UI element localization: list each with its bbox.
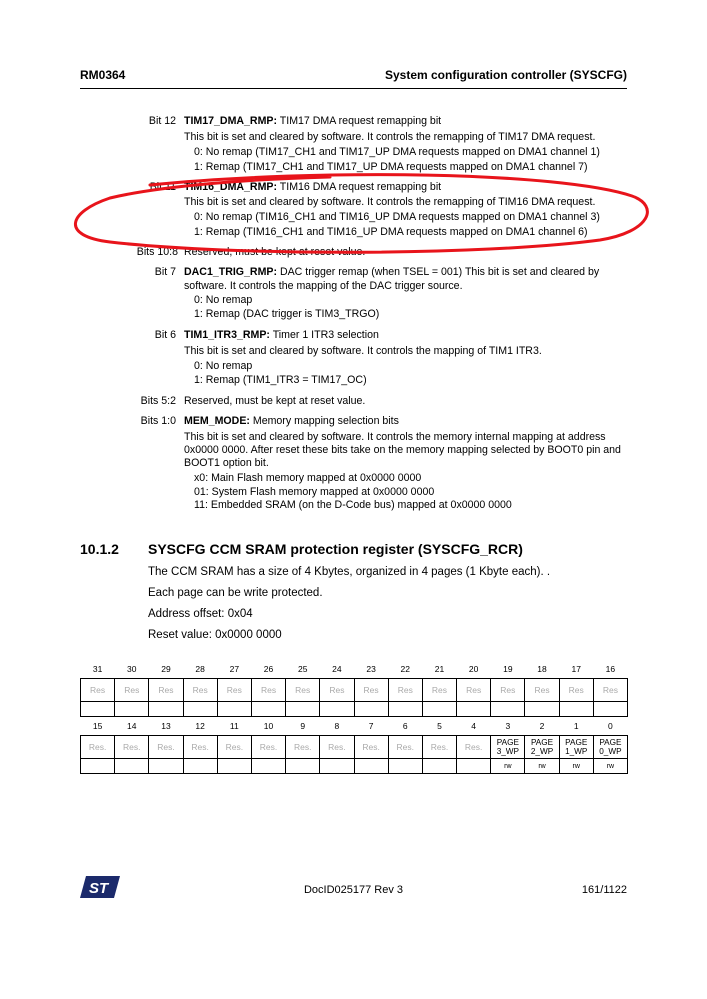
bit-option: 0: No remap bbox=[194, 360, 253, 372]
bit-number: 4 bbox=[471, 721, 477, 731]
reserved-cell: Res bbox=[251, 679, 285, 702]
bit-description: This bit is set and cleared by software. It controls the mapping of TIM1 ITR3. bbox=[184, 345, 542, 357]
access-cell bbox=[422, 759, 456, 774]
register-bit-table bbox=[80, 660, 628, 774]
bit-number: 10 bbox=[263, 721, 274, 731]
bit-number: 22 bbox=[400, 664, 411, 674]
access-cell bbox=[115, 759, 149, 774]
bit-option: 0: No remap (TIM16_CH1 and TIM16_UP DMA requests mapped on DMA1 channel 3) bbox=[194, 211, 600, 223]
bit-option: 1: Remap (TIM16_CH1 and TIM16_UP DMA requests mapped on DMA1 channel 6) bbox=[194, 226, 588, 238]
address-offset: Address offset: 0x04 bbox=[148, 608, 253, 620]
bit-option: 0: No remap (TIM17_CH1 and TIM17_UP DMA requests mapped on DMA1 channel 1) bbox=[194, 146, 600, 158]
reserved-cell: Res bbox=[183, 679, 217, 702]
access-cell bbox=[217, 759, 251, 774]
reserved-cell: Res bbox=[593, 679, 627, 702]
access-cell bbox=[457, 759, 491, 774]
bit-number: 7 bbox=[368, 721, 374, 731]
bit-number: 17 bbox=[571, 664, 581, 674]
bit-name: MEM_MODE: bbox=[184, 415, 250, 427]
bit-name: TIM17_DMA_RMP: bbox=[184, 115, 278, 127]
bit-number: 18 bbox=[537, 664, 547, 674]
access-row bbox=[81, 702, 628, 717]
bit-heading bbox=[184, 266, 599, 279]
reset-value: Reset value: 0x0000 0000 bbox=[148, 629, 282, 641]
bit-number: 3 bbox=[505, 721, 511, 731]
page2-wp-field: PAGE 2_WP bbox=[525, 736, 559, 759]
bit-option: 1: Remap (DAC trigger is TIM3_TRGO) bbox=[194, 308, 380, 320]
reserved-cell: Res. bbox=[457, 736, 491, 759]
page0-wp-field: PAGE 0_WP bbox=[593, 736, 627, 759]
bit-label: Bit 11 bbox=[149, 181, 176, 193]
access-cell bbox=[149, 759, 183, 774]
section-paragraph: The CCM SRAM has a size of 4 Kbytes, organized in 4 pages (1 Kbyte each). . bbox=[148, 566, 551, 578]
access-row bbox=[81, 759, 628, 774]
access-cell bbox=[320, 759, 354, 774]
bit-label: Bit 7 bbox=[154, 266, 176, 278]
bit-number: 23 bbox=[366, 664, 376, 674]
reserved-cell: Res bbox=[149, 679, 183, 702]
bit-reserved-text: Reserved, must be kept at reset value. bbox=[184, 395, 366, 407]
bit-name-row bbox=[81, 736, 628, 759]
bit-number: 14 bbox=[127, 721, 137, 731]
reserved-cell: Res bbox=[81, 679, 115, 702]
reserved-cell: Res bbox=[491, 679, 525, 702]
section-number: 10.1.2 bbox=[80, 541, 119, 557]
bit-number: 6 bbox=[402, 721, 408, 731]
reserved-cell: Res bbox=[559, 679, 593, 702]
access-cell: rw bbox=[559, 759, 593, 774]
reserved-cell: Res. bbox=[217, 736, 251, 759]
doc-reference: DocID025177 Rev 3 bbox=[303, 884, 404, 896]
bit-option: 0: No remap bbox=[194, 294, 253, 306]
reserved-cell: Res bbox=[286, 679, 320, 702]
reserved-cell: Res bbox=[457, 679, 491, 702]
bit-option: 01: System Flash memory mapped at 0x0000 0000 bbox=[194, 486, 435, 498]
bit-option: 1: Remap (TIM1_ITR3 = TIM17_OC) bbox=[194, 374, 367, 386]
bit-description: This bit is set and cleared by software. It controls the memory internal mapping at address bbox=[184, 431, 606, 443]
bit-number: 13 bbox=[161, 721, 171, 731]
reserved-cell: Res bbox=[525, 679, 559, 702]
bit-name: TIM16_DMA_RMP: bbox=[184, 181, 278, 193]
access-cell bbox=[251, 759, 285, 774]
bit-label: Bits 10:8 bbox=[136, 246, 178, 258]
bit-name: DAC1_TRIG_RMP: bbox=[184, 266, 278, 278]
bit-number: 21 bbox=[434, 664, 445, 674]
bit-name: TIM1_ITR3_RMP: bbox=[184, 329, 270, 341]
bit-description: 0x0000 0000. After reset these bits take on the memory mapping selected by BOOT0 pin and bbox=[184, 444, 621, 456]
bit-reserved-text: Reserved, must be kept at reset value. bbox=[184, 246, 366, 258]
bit-option: x0: Main Flash memory mapped at 0x0000 0000 bbox=[194, 472, 422, 484]
reserved-cell: Res bbox=[354, 679, 388, 702]
bit-summary: Timer 1 ITR3 selection bbox=[272, 329, 379, 341]
reserved-cell: Res. bbox=[115, 736, 149, 759]
bit-label: Bit 12 bbox=[148, 115, 176, 127]
bit-name-row bbox=[81, 679, 628, 702]
bit-number: 31 bbox=[92, 664, 103, 674]
bit-number: 8 bbox=[334, 721, 340, 731]
page1-wp-field: PAGE 1_WP bbox=[559, 736, 593, 759]
bit-number: 5 bbox=[437, 721, 442, 731]
reserved-cell: Res. bbox=[149, 736, 183, 759]
bit-description: software. It controls the mapping of the DAC trigger source. bbox=[184, 280, 463, 292]
doc-id: RM0364 bbox=[80, 68, 126, 82]
section-title: SYSCFG CCM SRAM protection register (SYSCFG_RCR) bbox=[148, 541, 523, 557]
bit-heading bbox=[184, 415, 399, 428]
bit-number: 26 bbox=[263, 664, 274, 674]
bit-description: This bit is set and cleared by software. It controls the remapping of TIM17 DMA request. bbox=[184, 131, 596, 143]
bit-option: 1: Remap (TIM17_CH1 and TIM17_UP DMA requests mapped on DMA1 channel 7) bbox=[194, 161, 588, 173]
reserved-cell: Res. bbox=[388, 736, 422, 759]
bit-summary: Memory mapping selection bits bbox=[252, 415, 399, 427]
bit-number: 2 bbox=[539, 721, 545, 731]
bit-number: 24 bbox=[332, 664, 342, 674]
access-cell bbox=[388, 759, 422, 774]
bit-heading bbox=[184, 181, 441, 194]
bit-number: 30 bbox=[127, 664, 137, 674]
access-cell: rw bbox=[491, 759, 525, 774]
reserved-cell: Res bbox=[422, 679, 456, 702]
bit-number: 15 bbox=[92, 721, 103, 731]
access-cell bbox=[183, 759, 217, 774]
bit-summary: TIM17 DMA request remapping bit bbox=[279, 115, 442, 127]
bit-number: 20 bbox=[468, 664, 479, 674]
access-cell bbox=[81, 759, 115, 774]
bit-number: 19 bbox=[503, 664, 513, 674]
reserved-cell: Res bbox=[115, 679, 149, 702]
access-cell bbox=[286, 759, 320, 774]
reserved-cell: Res bbox=[388, 679, 422, 702]
bit-number: 0 bbox=[608, 721, 613, 731]
reserved-cell: Res bbox=[217, 679, 251, 702]
bit-description: This bit is set and cleared by software. It controls the remapping of TIM16 DMA request. bbox=[184, 196, 596, 208]
svg-text:ST: ST bbox=[89, 880, 109, 897]
bit-label: Bits 1:0 bbox=[140, 415, 176, 427]
page3-wp-field: PAGE 3_WP bbox=[491, 736, 525, 759]
bit-number: 25 bbox=[297, 664, 308, 674]
bit-label: Bit 6 bbox=[154, 329, 176, 341]
bit-number-row bbox=[81, 660, 628, 679]
bit-option: 11: Embedded SRAM (on the D-Code bus) mapped at 0x0000 0000 bbox=[194, 499, 512, 511]
bit-number: 16 bbox=[605, 664, 616, 674]
bit-heading bbox=[184, 329, 379, 342]
reserved-cell: Res. bbox=[286, 736, 320, 759]
access-cell: rw bbox=[525, 759, 559, 774]
bit-label: Bits 5:2 bbox=[140, 395, 176, 407]
access-cell: rw bbox=[593, 759, 627, 774]
bit-summary: TIM16 DMA request remapping bit bbox=[279, 181, 442, 193]
bit-number: 1 bbox=[573, 721, 579, 731]
header-divider bbox=[80, 88, 627, 89]
bit-number: 9 bbox=[300, 721, 306, 731]
bit-number: 11 bbox=[229, 721, 239, 731]
reserved-cell: Res. bbox=[183, 736, 217, 759]
bit-number-row bbox=[81, 717, 628, 736]
reserved-cell: Res. bbox=[354, 736, 388, 759]
bit-number: 28 bbox=[195, 664, 205, 674]
bit-heading bbox=[184, 115, 441, 128]
reserved-cell: Res. bbox=[422, 736, 456, 759]
bit-number: 29 bbox=[161, 664, 171, 674]
reserved-cell: Res. bbox=[81, 736, 115, 759]
reserved-cell: Res. bbox=[251, 736, 285, 759]
chapter-title: System configuration controller (SYSCFG) bbox=[384, 68, 627, 82]
reserved-cell: Res bbox=[320, 679, 354, 702]
page-number: 161/1122 bbox=[581, 884, 627, 896]
bit-number: 27 bbox=[229, 664, 240, 674]
bit-number: 12 bbox=[195, 721, 205, 731]
section-paragraph: Each page can be write protected. bbox=[148, 587, 323, 599]
access-cell bbox=[354, 759, 388, 774]
bit-description: BOOT1 option bit. bbox=[184, 457, 269, 469]
reserved-cell: Res. bbox=[320, 736, 354, 759]
bit-summary: DAC trigger remap (when TSEL = 001) This bit is set and cleared by bbox=[279, 266, 600, 278]
